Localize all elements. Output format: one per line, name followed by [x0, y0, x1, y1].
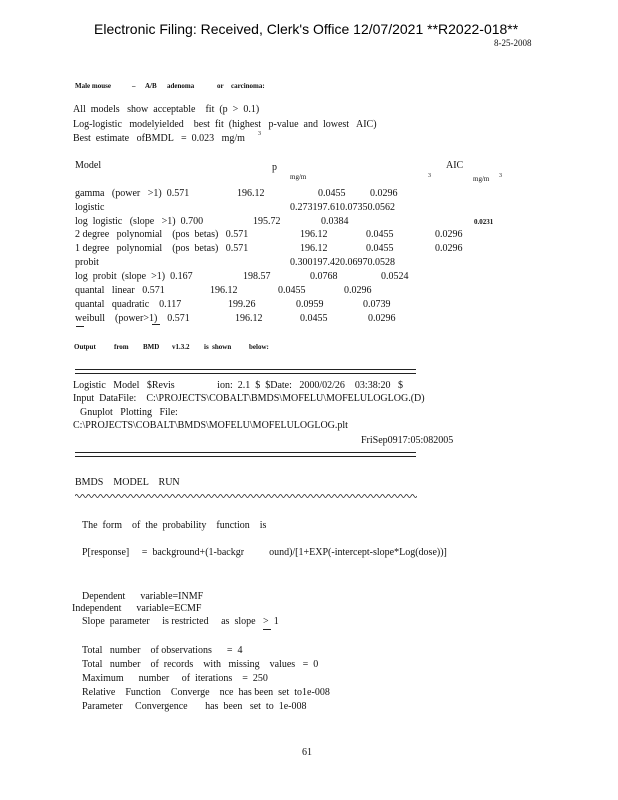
- table-header-p: p: [272, 162, 277, 173]
- bmd-input-line: Input DataFile: C:\PROJECTS\COBALT\BMDS\MOFELU\MOFELULOGLOG.(D): [73, 393, 425, 404]
- table-row-label: weibull (power>1) 0.571: [75, 313, 190, 324]
- table-header-unit: mg/m: [290, 173, 307, 181]
- table-cell: 0.0384: [321, 216, 349, 227]
- table-cell: 199.26: [228, 299, 256, 310]
- table-row-label: log probit (slope >1) 0.167: [75, 271, 193, 282]
- slope-restriction: Slope parameter is restricted as slope > 1: [82, 616, 279, 627]
- max-iterations: Maximum number of iterations = 250: [82, 673, 268, 684]
- table-header-model: Model: [75, 160, 102, 171]
- table-cell: 0.0296: [435, 229, 463, 240]
- section-title-type: A/B: [145, 82, 157, 90]
- section-title-sex: Male mouse: [75, 82, 111, 90]
- table-cell: 0.0524: [381, 271, 409, 282]
- summary-line-3: Best estimate ofBMDL = 0.023 mg/m: [73, 133, 245, 144]
- table-cell-best: 0.0231: [474, 218, 494, 226]
- output-caption-c: BMD: [143, 343, 160, 351]
- section-title-dash: –: [132, 82, 136, 90]
- table-cell: 0.0455: [366, 243, 394, 254]
- double-divider: [75, 452, 416, 457]
- table-cell: 0.0296: [370, 188, 398, 199]
- table-cell: 0.0455: [278, 285, 306, 296]
- table-row-label: probit: [75, 257, 99, 268]
- table-cell: 0.0959: [296, 299, 324, 310]
- table-header-sup: 3: [428, 173, 431, 179]
- bmd-model-line: Logistic Model $Revis ion: 2.1 $ $Date: 2000/02/26 03:38:20 $: [73, 380, 403, 391]
- table-cell: 0.0455: [366, 229, 394, 240]
- section-title-or: or: [217, 82, 224, 90]
- summary-superscript: 3: [258, 131, 261, 137]
- table-cell: 0.0455: [300, 313, 328, 324]
- table-cell: 0.0296: [368, 313, 396, 324]
- section-title-tumor2: carcinoma:: [231, 82, 265, 90]
- filing-stamp: Electronic Filing: Received, Clerk's Office 12/07/2021 **R2022-018**: [94, 21, 519, 37]
- underline-mark: [152, 324, 160, 325]
- table-cell: 0.0739: [363, 299, 391, 310]
- dependent-variable: Dependent variable=INMF: [82, 591, 204, 602]
- output-caption-b: from: [114, 343, 129, 351]
- double-divider: [75, 369, 416, 374]
- table-cell: 198.57: [243, 271, 271, 282]
- underline-mark: [263, 629, 271, 630]
- table-row-label: gamma (power >1) 0.571: [75, 188, 190, 199]
- model-run-title: BMDS MODEL RUN: [75, 477, 180, 488]
- table-cell: 0.0296: [344, 285, 372, 296]
- output-caption-f: below:: [249, 343, 269, 351]
- section-title-tumor1: adenoma: [167, 82, 195, 90]
- table-cell: 0.0768: [310, 271, 338, 282]
- total-observations: Total number of observations = 4: [82, 645, 243, 656]
- response-formula: P[response] = background+(1-backgr ound)/[1+EXP(-intercept-slope*Log(dose))]: [82, 547, 447, 558]
- table-cell: 0.0455: [318, 188, 346, 199]
- table-cell: 196.12: [300, 243, 328, 254]
- table-header-aic: AIC: [446, 160, 464, 171]
- table-row-label: quantal linear 0.571: [75, 285, 165, 296]
- table-cell-merged: 0.300197.420.06970.0528: [290, 257, 395, 268]
- table-cell: 195.72: [253, 216, 281, 227]
- form-description: The form of the probability function is: [82, 520, 267, 531]
- underline-mark: [76, 326, 84, 327]
- table-row-label: quantal quadratic 0.117: [75, 299, 182, 310]
- tilde-divider: [75, 493, 417, 499]
- summary-line-2: Log-logistic modelyielded best fit (highest p-value and lowest AIC): [73, 119, 377, 130]
- table-cell: 196.12: [210, 285, 238, 296]
- summary-line-1: All models show acceptable fit (p > 0.1): [73, 104, 260, 115]
- document-date: 8-25-2008: [494, 38, 532, 48]
- table-cell: 0.0296: [435, 243, 463, 254]
- output-caption-d: v1.3.2: [172, 343, 190, 351]
- table-header-sup-2: 3: [499, 173, 502, 179]
- missing-records: Total number of records with missing values = 0: [82, 659, 319, 670]
- table-row-label: 1 degree polynomial (pos betas) 0.571: [75, 243, 249, 254]
- table-row-label: 2 degree polynomial (pos betas) 0.571: [75, 229, 249, 240]
- bmd-run-date: FriSep0917:05:082005: [361, 435, 454, 446]
- table-row-label: log logistic (slope >1) 0.700: [75, 216, 204, 227]
- relative-convergence: Relative Function Converge nce has been set to1e-008: [82, 687, 330, 698]
- table-row-label: logistic: [75, 202, 105, 213]
- bmd-gnuplot-label: Gnuplot Plotting File:: [80, 407, 178, 418]
- parameter-convergence: Parameter Convergence has been set to 1e-008: [82, 701, 307, 712]
- table-cell: 196.12: [235, 313, 263, 324]
- independent-variable: Independent variable=ECMF: [72, 603, 202, 614]
- bmd-plot-path: C:\PROJECTS\COBALT\BMDS\MOFELU\MOFELULOGLOG.plt: [73, 420, 348, 431]
- output-caption-a: Output: [74, 343, 96, 351]
- table-cell: 196.12: [237, 188, 265, 199]
- table-header-unit-2: mg/m: [473, 175, 490, 183]
- output-caption-e: is shown: [204, 343, 232, 351]
- table-cell-merged: 0.273197.610.07350.0562: [290, 202, 395, 213]
- table-cell: 196.12: [300, 229, 328, 240]
- page-number: 61: [302, 747, 312, 758]
